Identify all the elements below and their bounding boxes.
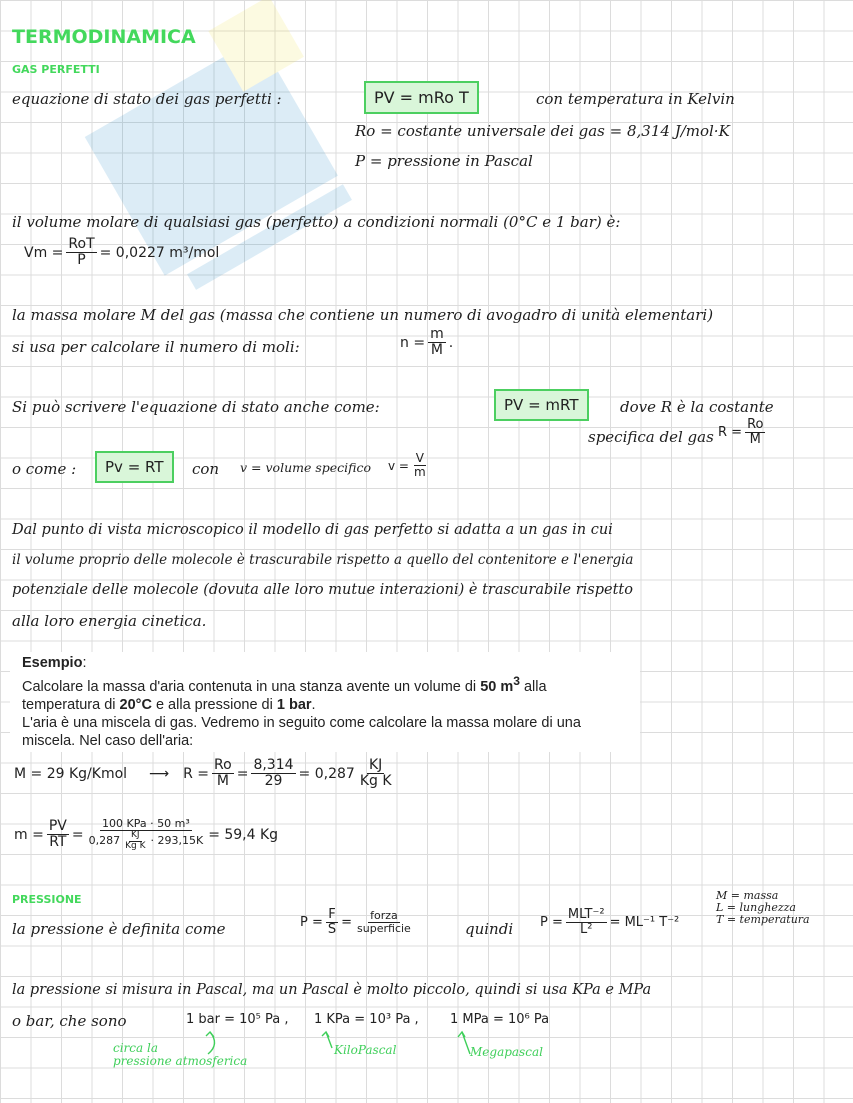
watermark-logo <box>47 0 402 338</box>
calc1-f2d: 29 <box>264 773 283 790</box>
p-lhs: P = <box>300 915 323 931</box>
arrow-icon: ⟶ <box>149 765 170 782</box>
p-res: = ML⁻¹ T⁻² <box>609 915 680 931</box>
alt-equation-box: PV = mRT <box>494 389 589 421</box>
legend-mass: M = massa <box>716 889 779 902</box>
ro-constant-note: Ro = costante universale dei gas = 8,314 J/mol·K <box>355 122 730 140</box>
example-block <box>10 652 640 752</box>
calc1-res: = 0,287 <box>298 765 355 782</box>
section-heading-gas: GAS PERFETTI <box>12 63 100 76</box>
p-f2n: forza <box>370 909 398 923</box>
example-l2d: 1 bar <box>276 696 312 713</box>
annotation-megapascal: Megapascal <box>470 1045 543 1059</box>
state-equation-label: equazione di stato dei gas perfetti : <box>12 90 282 108</box>
specific-volume-label: v = volume specifico <box>240 460 372 475</box>
specific-equation-box: Pv = RT <box>95 451 174 483</box>
molar-volume-sentence: il volume molare di qualsiasi gas (perfetto) a condizioni normali (0°C e 1 bar) è: <box>12 213 621 231</box>
calc2-f1d: RT <box>49 834 67 851</box>
calc2-f2d-a: 0,287 <box>88 834 121 848</box>
n-end: . <box>448 334 454 351</box>
example-title: Esempio <box>22 655 83 671</box>
example-l3: L'aria è una miscela di gas. Vedremo in seguito come calcolare la massa molare di una <box>22 714 581 731</box>
calc2-res: = 59,4 Kg <box>208 826 279 843</box>
annotation-atm-b: pressione atmosferica <box>113 1054 248 1068</box>
micro-line1: Dal punto di vista microscopico il modello di gas perfetto si adatta a un gas in cui <box>12 522 613 538</box>
legend-length: L = lunghezza <box>716 901 796 914</box>
example-l2b: 20°C <box>119 696 152 713</box>
with-label: con <box>192 460 220 478</box>
calc-mass-formula <box>14 818 278 852</box>
unit-bar: 1 bar = 10⁵ Pa , <box>186 1012 289 1027</box>
molar-mass-line2: si usa per calcolare il numero di moli: <box>12 338 300 356</box>
r-costante-note: dove R è la costante <box>620 398 774 416</box>
vm-rhs: = 0,0227 m³/mol <box>99 244 220 261</box>
calc1-m: M = 29 Kg/Kmol <box>14 765 128 782</box>
r-den: M <box>749 432 761 448</box>
state-equation-box: PV = mRo T <box>364 81 479 114</box>
p-f2d: superficie <box>357 922 411 936</box>
p2-lhs: P = <box>540 915 563 931</box>
p-eq: = <box>341 915 353 931</box>
v-den: m <box>413 465 426 480</box>
p-f1n: F <box>328 907 336 922</box>
p-f3n: MLT⁻² <box>567 907 605 922</box>
calc1-f1n: Ro <box>214 757 232 773</box>
calc2-f2d-bd: Kg K <box>125 840 146 851</box>
r-lhs: R = <box>718 425 743 441</box>
calc2-f2d-c: · 293,15K <box>150 834 204 848</box>
annotation-kilopascal: KiloPascal <box>334 1043 397 1057</box>
pressure-definition-label: la pressione è definita come <box>12 920 226 938</box>
example-l2e: . <box>311 696 316 713</box>
annotation-atm <box>113 1042 247 1068</box>
section-heading-pressure: PRESSIONE <box>12 893 82 906</box>
kelvin-note: con temperatura in Kelvin <box>536 90 735 108</box>
micro-line4: alla loro energia cinetica. <box>12 612 207 630</box>
calc2-f2n: 100 KPa · 50 m³ <box>102 817 190 830</box>
vm-lhs: Vm = <box>24 244 64 261</box>
pressure-unit-note: P = pressione in Pascal <box>355 152 533 170</box>
r-specifica-note: specifica del gas <box>588 428 714 446</box>
example-colon: : <box>82 655 87 671</box>
calc1-f2n: 8,314 <box>253 757 294 773</box>
p-f1d: S <box>327 922 337 938</box>
example-l2c: e alla pressione di <box>151 696 277 713</box>
unit-mpa: 1 MPa = 10⁶ Pa <box>450 1012 550 1027</box>
example-l1c: 3 <box>513 674 520 688</box>
vm-num: RoT <box>68 236 95 252</box>
calc1-f3d: Kg K <box>359 773 392 790</box>
micro-line2: il volume proprio delle molecole è trascurabile rispetto a quello del contenitore e l'energia <box>12 552 634 568</box>
units-line1: la pressione si misura in Pascal, ma un Pascal è molto piccolo, quindi si usa KPa e MPa <box>12 982 652 998</box>
pressure-formula <box>300 908 416 938</box>
example-l1a: Calcolare la massa d'aria contenuta in una stanza avente un volume di <box>22 678 481 695</box>
calc1-r: R = <box>183 765 210 782</box>
calc-r-formula <box>14 758 397 790</box>
pressure-legend <box>716 890 810 926</box>
or-label: o come : <box>12 460 77 478</box>
example-l2a: temperatura di <box>22 696 120 713</box>
calc2-eq: = <box>71 826 84 843</box>
calc1-f3n: KJ <box>369 757 383 773</box>
vm-den: P <box>77 252 86 269</box>
n-lhs: n = <box>400 334 426 351</box>
page-title: TERMODINAMICA <box>12 26 196 48</box>
moles-formula <box>400 327 453 359</box>
n-den: M <box>430 342 443 359</box>
example-l1b: 50 m <box>480 678 514 695</box>
units-line2: o bar, che sono <box>12 1012 127 1030</box>
unit-kpa: 1 KPa = 10³ Pa , <box>314 1012 419 1027</box>
calc2-f1n: PV <box>48 818 67 835</box>
r-formula <box>718 418 768 448</box>
alt-equation-label: Si può scrivere l'equazione di stato anche come: <box>12 398 380 416</box>
molar-volume-formula <box>24 237 219 269</box>
micro-line3: potenziale delle molecole (dovuta alle loro mutue interazioni) è trascurabile rispetto <box>12 582 633 598</box>
calc2-f2d-bn: KJ <box>131 830 140 841</box>
example-l1d: alla <box>519 678 547 695</box>
legend-temperature: T = temperatura <box>716 913 810 926</box>
calc1-eq: = <box>236 765 249 782</box>
quindi-label: quindi <box>465 920 514 938</box>
molar-mass-line1: la massa molare M del gas (massa che contiene un numero di avogadro di unità elementari) <box>12 306 714 324</box>
v-num: V <box>415 451 424 465</box>
calc1-f1d: M <box>216 773 229 790</box>
specific-volume-formula <box>388 452 431 479</box>
pressure-dimension-formula <box>540 908 679 938</box>
calc2-m: m = <box>14 826 44 843</box>
example-l4: miscela. Nel caso dell'aria: <box>22 732 194 749</box>
r-num: Ro <box>747 417 764 432</box>
p-f3d: L² <box>579 922 593 938</box>
annotation-atm-a: circa la <box>113 1041 158 1055</box>
n-num: m <box>430 326 444 342</box>
v-lhs: v = <box>388 458 409 473</box>
